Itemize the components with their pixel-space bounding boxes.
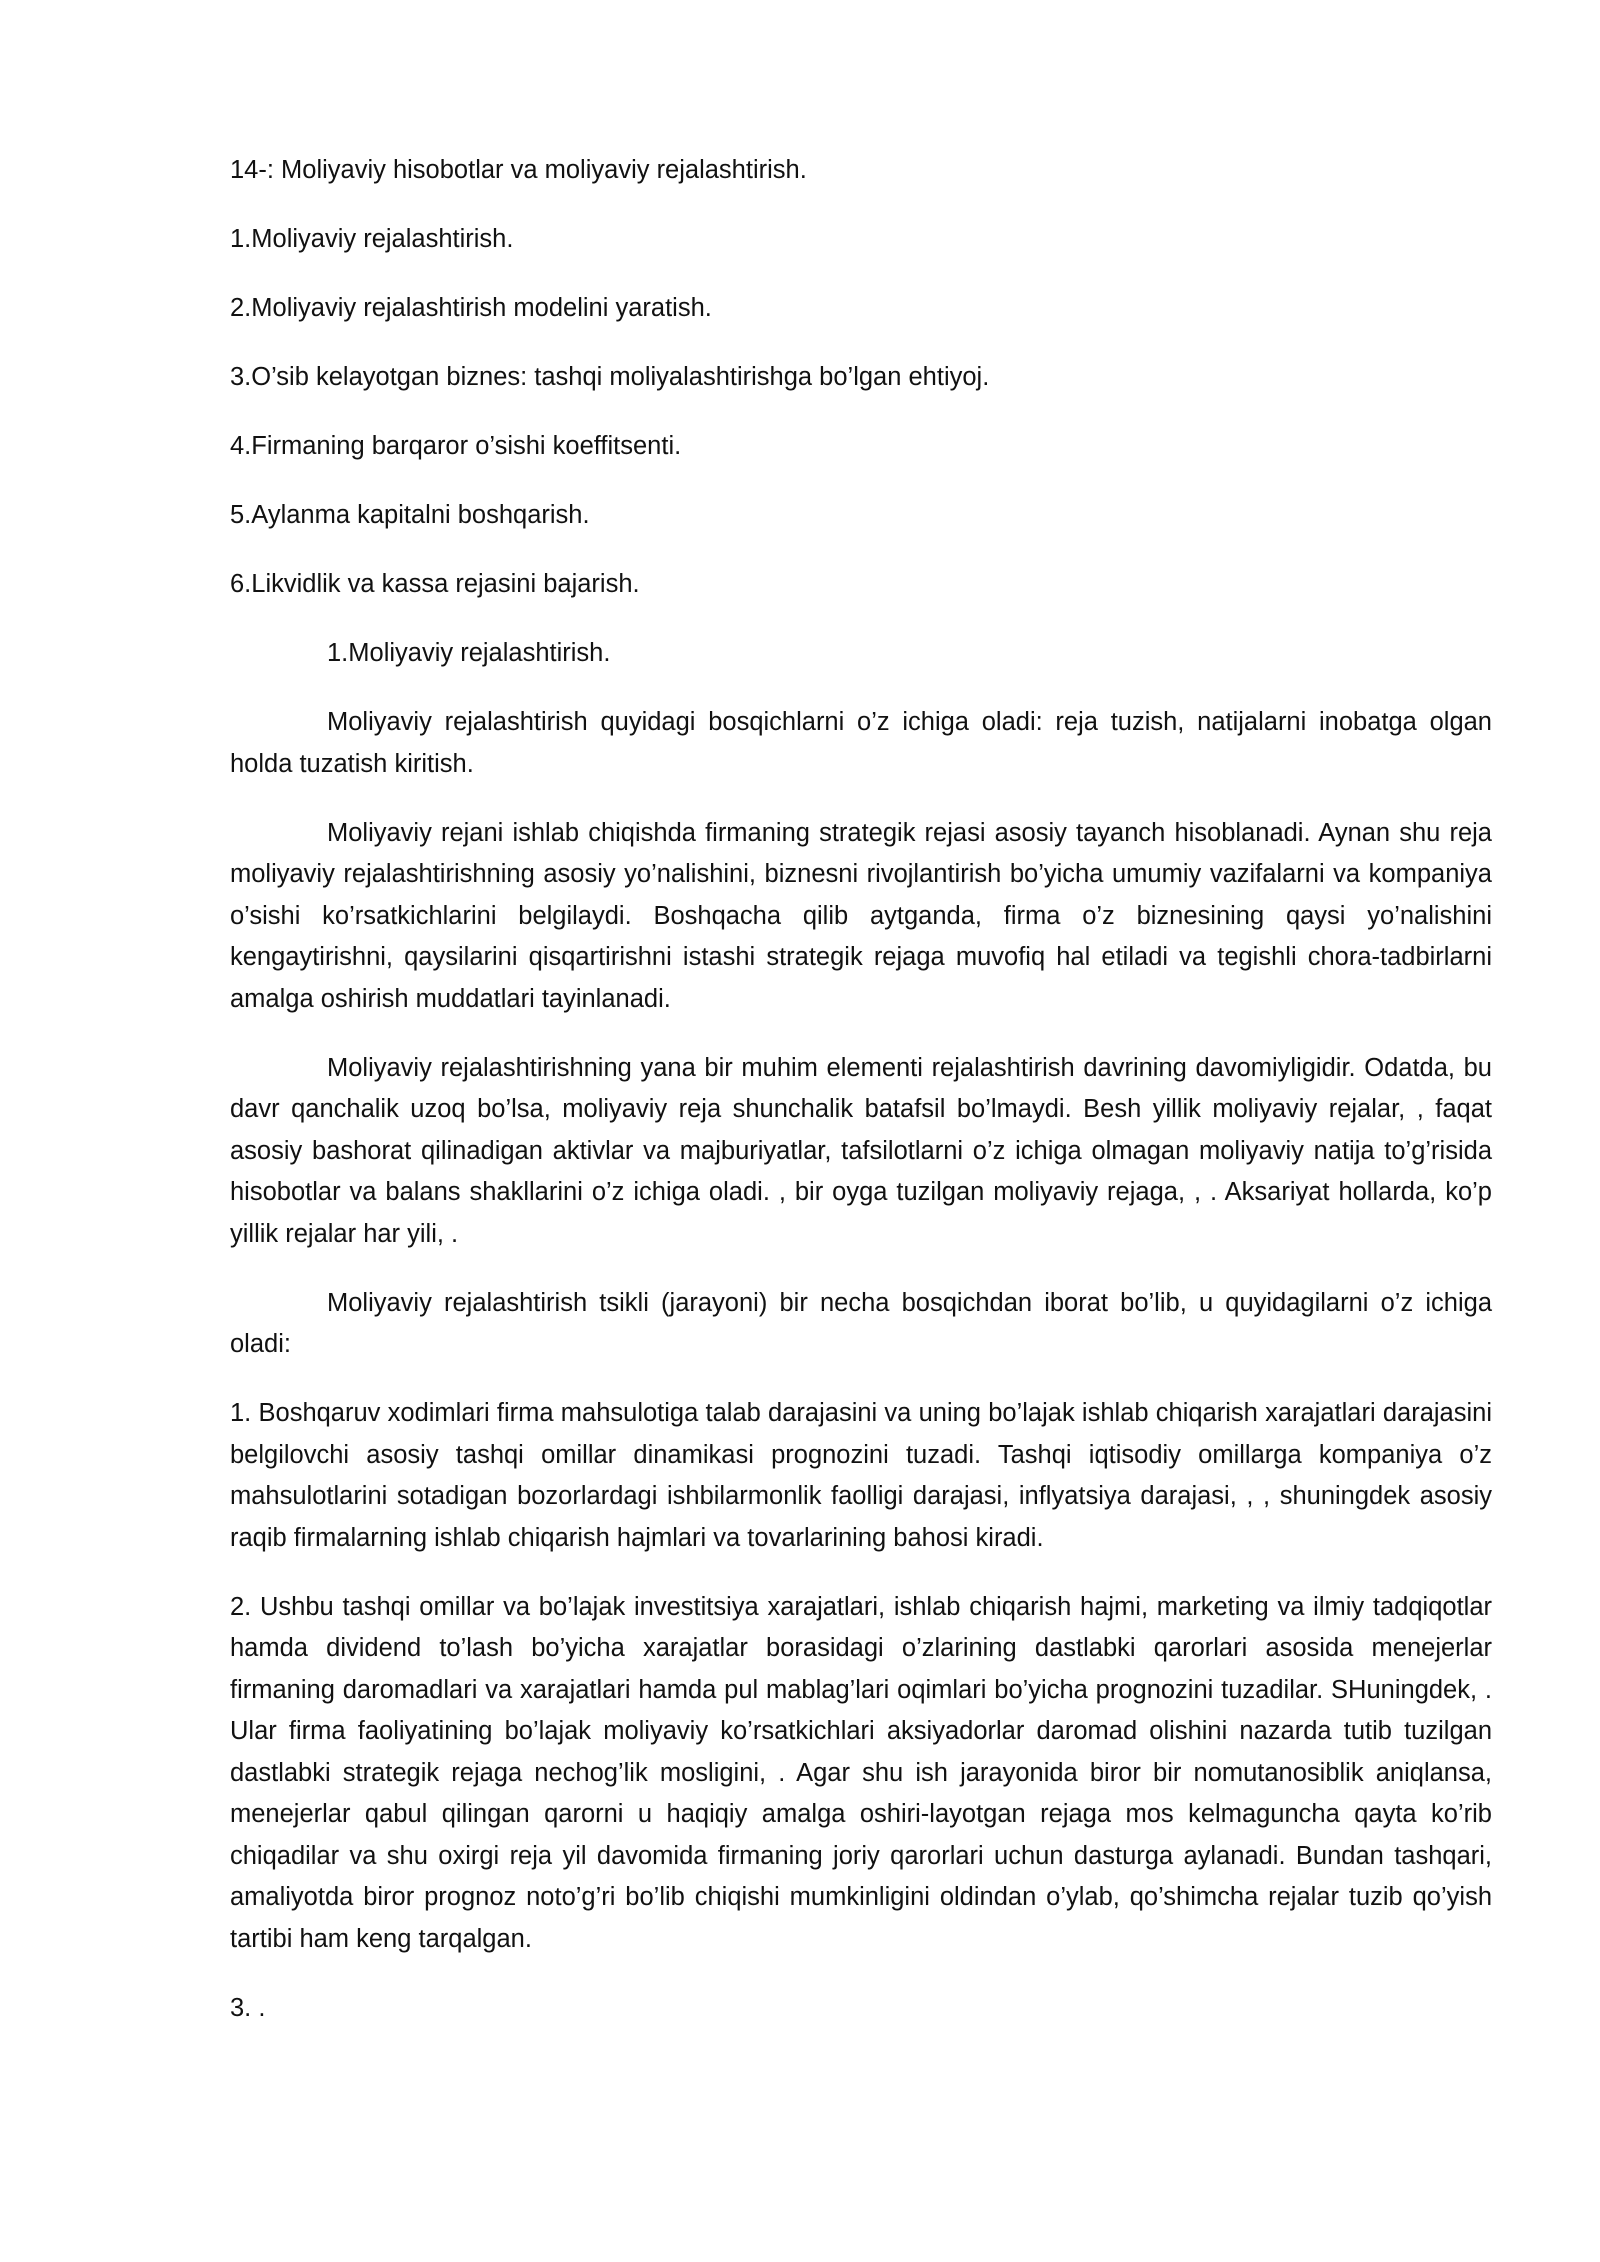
toc-item-1: 1.Moliyaviy rejalashtirish. <box>230 225 514 253</box>
toc-item-5: 5.Aylanma kapitalni boshqarish. <box>230 501 590 529</box>
toc-item-6: 6.Likvidlik va kassa rejasini bajarish. <box>230 570 640 598</box>
numbered-item: 2. Ushbu tashqi omillar va bo’lajak investitsiya xarajatlari, ishlab chiqarish hajmi, marketing va ilmiy tadqiqotlar hamda dividend to’lash bo’yicha xarajatlar borasidagi o’zlarining dastlabki qarorlari asosida menejerlar firmaning daromadlari va xarajatlari hamda pul mablag’lari oqimlari bo’yicha prognozini tuzadilar. SHuningdek, . Ular firma faoliyatining bo’lajak moliyaviy ko’rsatkichlari aksiyadorlar daromad olishini nazarda tutib tuzilgan dastlabki strategik rejaga nechog’lik mosligini, . Agar shu ish jarayonida biror bir nomutanosiblik aniqlansa, menejerlar qabul qilingan qarorni u haqiqiy amalga oshiri-layotgan rejaga mos kelmaguncha qayta ko’rib chiqadilar va shu oxirgi reja yil davomida firmaning joriy qarorlari uchun dasturga aylanadi. Bundan tashqari, amaliyotda biror prognoz noto’g’ri bo’lib chiqishi mumkinligini oldindan o’ylab, qo’shimcha rejalar tuzib qo’yish tartibi ham keng tarqalgan. <box>230 1592 1492 1953</box>
paragraph: Moliyaviy rejalashtirish quyidagi bosqichlarni o’z ichiga oladi: reja tuzish, natijalarni inobatga olgan holda tuzatish kiritish. <box>230 708 1492 778</box>
paragraph: Moliyaviy rejalashtirishning yana bir muhim elementi rejalashtirish davrining davomiyligidir. Odatda, bu davr qanchalik uzoq bo’lsa, moliyaviy reja shunchalik batafsil bo’lmaydi. Besh yillik moliyaviy rejalar, , faqat asosiy bashorat qilinadigan aktivlar va majburiyatlar, tafsilotlarni o’z ichiga olmagan moliyaviy natija to’g’risida hisobotlar va balans shakllarini o’z ichiga oladi. , bir oyga tuzilgan moliyaviy rejaga, , . Aksariyat hollarda, ko’p yillik rejalar har yili, . <box>230 1053 1492 1248</box>
document-title: 14-: Moliyaviy hisobotlar va moliyaviy rejalashtirish. <box>230 156 807 184</box>
toc-item-2: 2.Moliyaviy rejalashtirish modelini yaratish. <box>230 294 712 322</box>
paragraph: Moliyaviy rejalashtirish tsikli (jarayoni) bir necha bosqichdan iborat bo’lib, u quyidagilarni o’z ichiga oladi: <box>230 1288 1492 1358</box>
numbered-item: 1. Boshqaruv xodimlari firma mahsulotiga talab darajasini va uning bo’lajak ishlab chiqarish xarajatlari darajasini belgilovchi asosiy tashqi omillar dinamikasi prognozini tuzadi. Tashqi iqtisodiy omillarga kompaniya o’z mahsulotlarini sotadigan bozorlardagi ishbilarmonlik faolligi darajasi, inflyatsiya darajasi, , , shuningdek asosiy raqib firmalarning ishlab chiqarish hajmlari va tovarlarining bahosi kiradi. <box>230 1399 1492 1552</box>
toc-item-4: 4.Firmaning barqaror o’sishi koeffitsenti. <box>230 432 682 460</box>
document-body <box>230 150 1492 2029</box>
toc-item-3: 3.O’sib kelayotgan biznes: tashqi moliyalashtirishga bo’lgan ehtiyoj. <box>230 363 990 391</box>
section-heading: 1.Moliyaviy rejalashtirish. <box>327 639 611 667</box>
paragraph: Moliyaviy rejani ishlab chiqishda firmaning strategik rejasi asosiy tayanch hisoblanadi. Aynan shu reja moliyaviy rejalashtirishning asosiy yo’nalishini, biznesni rivojlantirish bo’yicha umumiy vazifalarni va kompaniya o’sishi ko’rsatkichlarini belgilaydi. Boshqacha qilib aytganda, firma o’z biznesining qaysi yo’nalishini kengaytirishni, qaysilarini qisqartirishni istashi strategik rejaga muvofiq hal etiladi va tegishli chora-tadbirlarni amalga oshirish muddatlari tayinlanadi. <box>230 818 1492 1013</box>
numbered-item-stub: 3. . <box>230 1993 266 2022</box>
